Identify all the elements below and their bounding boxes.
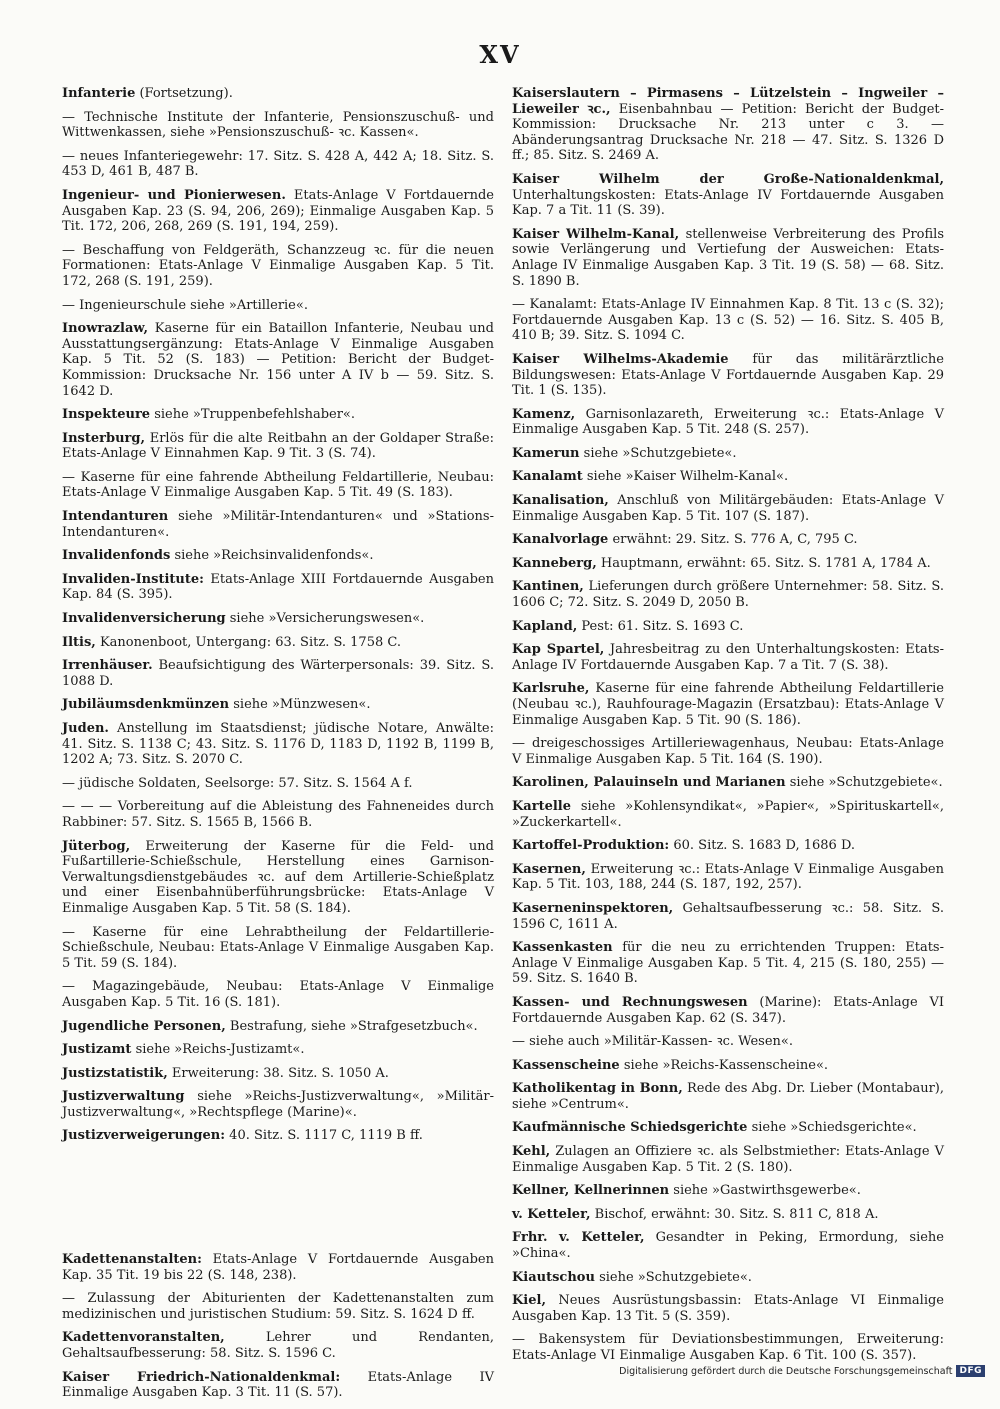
index-entry [512, 940, 944, 987]
entry-text: Lieferungen durch größere Unternehmer: 58. Sitz. S. 1606 C; 72. Sitz. S. 2049 D, 2050 B. [512, 579, 944, 611]
entry-text: 60. Sitz. S. 1683 D, 1686 D. [669, 838, 856, 854]
entry-keyword: Kaiser Wilhelm-Kanal, [512, 226, 680, 242]
index-entry [512, 1230, 944, 1261]
index-entry [62, 470, 494, 501]
entry-keyword: Kiautschou [512, 1269, 595, 1285]
index-entry [62, 321, 494, 399]
entry-text: (Fortsetzung). [135, 86, 233, 101]
index-entry [512, 681, 944, 728]
entry-keyword: Kasernen, [512, 861, 586, 877]
index-entry [62, 1291, 494, 1322]
index-entry [62, 243, 494, 290]
index-entry [62, 86, 494, 102]
entry-text: Eisenbahnbau — Petition: Bericht der Budget-Kommission: Drucksache Nr. 213 unter c 3. — Abänderungsantrag Drucksache Nr. 218 — 47. Sitz. S. 1326 D ff.; 85. Sitz. S. 2469 A. [512, 101, 945, 164]
entry-keyword: Kassen- und Rechnungswesen [512, 994, 748, 1010]
entry-text: Garnisonlazareth, Erweiterung ꝛc.: Etats-Anlage V Einmalige Ausgaben Kap. 5 Tit. 248 (S. 257). [512, 406, 944, 438]
section-gap [62, 1152, 494, 1252]
entry-text: Etats-Anlage V Fortdauernde Ausgaben Kap. 23 (S. 94, 206, 269); Einmalige Ausgaben Kap. 5 Tit. 172, 206, 268, 269 (S. 191, 194, 259). [62, 187, 494, 235]
entry-keyword: Jugendliche Personen, [62, 1018, 226, 1034]
entry-text: siehe »Versicherungswesen«. [225, 611, 425, 627]
dfg-logo: DFG [956, 1365, 985, 1377]
right-index-entries [512, 86, 944, 1364]
entry-keyword: Kaiser Wilhelms-Akademie [512, 351, 729, 367]
entry-text: Erweiterung ꝛc.: Etats-Anlage V Einmalige Ausgaben Kap. 5 Tit. 103, 188, 244 (S. 187, 192, 257). [512, 861, 944, 893]
index-entry [62, 110, 494, 141]
entry-keyword: Inspekteure [62, 407, 151, 423]
entry-text: siehe »Truppenbefehlshaber«. [150, 407, 356, 423]
entry-text: siehe »Reichs-Justizverwaltung«, »Militär-Justizverwaltung«, »Rechtspflege (Marine)«. [62, 1089, 494, 1120]
index-entry [62, 1370, 494, 1401]
entry-text: — Kanalamt: Etats-Anlage IV Einnahmen Kap. 8 Tit. 13 c (S. 32); Fortdauernde Ausgaben Kap. 13 c (S. 52) — 16. Sitz. S. 405 B, 410 B; 39. Sitz. S. 1094 C. [512, 297, 944, 344]
entry-keyword: Kantinen, [512, 579, 584, 595]
index-entry [512, 1207, 944, 1223]
entry-keyword: Iltis, [62, 634, 96, 650]
entry-text: siehe »Münzwesen«. [229, 697, 371, 713]
entry-keyword: Intendanturen [62, 509, 169, 525]
entry-text: siehe »Reichs-Kassenscheine«. [619, 1057, 829, 1073]
entry-text: Bischof, erwähnt: 30. Sitz. S. 811 C, 818 A. [590, 1206, 879, 1222]
entry-keyword: Kapland, [512, 618, 578, 634]
index-entry [512, 642, 944, 673]
index-entry [512, 297, 944, 344]
entry-keyword: Jubiläumsdenkmünzen [62, 697, 230, 713]
index-entry [62, 611, 494, 627]
entry-text: siehe »Reichs-Justizamt«. [131, 1042, 305, 1058]
index-entry [512, 1270, 944, 1286]
left-index-entries [62, 86, 494, 1144]
entry-text: Erweiterung der Kaserne für die Feld- und Fußartillerie-Schießschule, Herstellung eines Garnison-Verwaltungsdienstgebäudes ꝛc. auf dem Artillerie-Schießplatz und einer Eisenbahnüberführungsbrücke: Etats-Anlage V Einmalige Ausgaben Kap. 5 Tit. 58 (S. 184). [62, 838, 494, 916]
entry-text: siehe »Militär-Intendanturen« und »Stations-Intendanturen«. [62, 509, 494, 540]
index-entry [62, 776, 494, 792]
entry-text: Zulagen an Offiziere ꝛc. als Selbstmiether: Etats-Anlage V Einmalige Ausgaben Kap. 5 Tit. 2 (S. 180). [512, 1144, 944, 1175]
index-entry [512, 172, 944, 219]
index-entry [62, 431, 494, 462]
entry-keyword: Insterburg, [62, 430, 145, 446]
index-entry [512, 352, 944, 399]
entry-text: (Marine): Etats-Anlage VI Fortdauernde Ausgaben Kap. 62 (S. 347). [512, 994, 944, 1026]
entry-text: Gehaltsaufbesserung ꝛc.: 58. Sitz. S. 1596 C, 1611 A. [512, 900, 944, 932]
entry-keyword: Kartoffel-Produktion: [512, 838, 670, 854]
footer-text: Digitalisierung gefördert durch die Deutsche Forschungsgemeinschaft [619, 1365, 953, 1377]
entry-text: Hauptmann, erwähnt: 65. Sitz. S. 1781 A, 1784 A. [596, 555, 931, 571]
entry-text: Gesandter in Peking, Ermordung, siehe »China«. [512, 1230, 944, 1262]
index-entry [512, 1183, 944, 1199]
entry-keyword: Kiel, [512, 1293, 546, 1309]
entry-text: — neues Infanteriegewehr: 17. Sitz. S. 428 A, 442 A; 18. Sitz. S. 453 D, 461 B, 487 B. [62, 148, 494, 180]
index-entry [62, 1066, 494, 1082]
entry-keyword: Kamerun [512, 445, 580, 461]
entry-keyword: Kap Spartel, [512, 642, 605, 658]
index-entry [512, 1081, 944, 1112]
index-entry [62, 1128, 494, 1144]
entry-text: — jüdische Soldaten, Seelsorge: 57. Sitz. S. 1564 A f. [62, 775, 413, 791]
entry-text: Unterhaltungskosten: Etats-Anlage IV Fortdauernde Ausgaben Kap. 7 a Tit. 11 (S. 39). [512, 187, 944, 219]
entry-text: Rede des Abg. Dr. Lieber (Montabaur), siehe »Centrum«. [512, 1081, 944, 1112]
index-entry [62, 509, 494, 540]
index-entry [512, 532, 944, 548]
entry-text: Etats-Anlage XIII Fortdauernde Ausgaben Kap. 84 (S. 395). [62, 571, 494, 603]
entry-text: Neues Ausrüstungsbassin: Etats-Anlage VI Einmalige Ausgaben Kap. 13 Tit. 5 (S. 359). [512, 1293, 944, 1324]
entry-text: erwähnt: 29. Sitz. S. 776 A, C, 795 C. [608, 532, 858, 548]
index-entry [62, 548, 494, 564]
entry-keyword: Frhr. v. Ketteler, [512, 1230, 645, 1246]
index-entry [512, 1144, 944, 1175]
digitization-footer [600, 1364, 985, 1378]
entry-text: — siehe auch »Militär-Kassen- ꝛc. Wesen«. [512, 1034, 794, 1050]
entry-keyword: Karolinen, Palauinseln und Marianen [512, 775, 786, 791]
entry-text: siehe »Gastwirthsgewerbe«. [669, 1183, 861, 1199]
index-entry [62, 721, 494, 768]
index-entry [512, 556, 944, 572]
entry-keyword: Kehl, [512, 1144, 551, 1160]
index-entry [62, 839, 494, 917]
entry-keyword: Invaliden-Institute: [62, 571, 204, 587]
index-entry [62, 697, 494, 713]
index-entry [62, 188, 494, 235]
index-entry [512, 736, 944, 767]
entry-keyword: Kellner, Kellnerinnen [512, 1183, 670, 1199]
index-entry [512, 799, 944, 830]
entry-text: siehe »Reichsinvalidenfonds«. [170, 548, 374, 564]
index-entry [62, 1042, 494, 1058]
index-entry [62, 658, 494, 689]
entry-text: siehe »Schutzgebiete«. [594, 1269, 752, 1285]
page-number: XV [479, 40, 521, 69]
entry-keyword: Invalidenfonds [62, 548, 171, 564]
entry-text: — Bakensystem für Deviationsbestimmungen, Erweiterung: Etats-Anlage VI Einmalige Ausgaben Kap. 6 Tit. 100 (S. 357). [512, 1332, 944, 1363]
index-entry [512, 1120, 944, 1136]
entry-keyword: Kanneberg, [512, 555, 597, 571]
index-entry [512, 493, 944, 524]
entry-keyword: Juden. [62, 721, 109, 736]
index-entry [62, 799, 494, 830]
index-entry [512, 1058, 944, 1074]
index-entry [512, 619, 944, 635]
entry-text: — Zulassung der Abiturienten der Kadettenanstalten zum medizinischen und juristischen Studium: 59. Sitz. S. 1624 D ff. [62, 1291, 494, 1322]
entry-keyword: Kaserneninspektoren, [512, 900, 674, 916]
entry-keyword: Kadettenvoranstalten, [62, 1330, 225, 1346]
entry-text: siehe »Schiedsgerichte«. [747, 1120, 917, 1136]
left-index-entries-k [62, 1252, 494, 1401]
index-entry [512, 446, 944, 462]
index-entry [512, 901, 944, 932]
entry-text: Kaserne für ein Bataillon Infanterie, Neubau und Ausstattungsergänzung: Etats-Anlage V Einmalige Ausgaben Kap. 5 Tit. 52 (S. 183) — Petition: Bericht der Budget-Kommission: Drucksache Nr. 156 unter A IV b — 59. Sitz. S. 1642 D. [62, 321, 494, 399]
entry-keyword: Kamenz, [512, 406, 576, 422]
index-entry [512, 1332, 944, 1363]
entry-keyword: Kanalisation, [512, 493, 609, 509]
index-entry [512, 469, 944, 485]
entry-keyword: Jüterbog, [62, 838, 131, 854]
entry-text: Bestrafung, siehe »Strafgesetzbuch«. [225, 1018, 478, 1034]
entry-text: Kanonenboot, Untergang: 63. Sitz. S. 1758 C. [95, 634, 401, 650]
entry-keyword: Kartelle [512, 798, 571, 814]
entry-keyword: Justizamt [62, 1042, 132, 1058]
index-entry [62, 979, 494, 1010]
index-entry [62, 1019, 494, 1035]
entry-text: siehe »Kohlensyndikat«, »Papier«, »Spirituskartell«, »Zuckerkartell«. [512, 798, 944, 830]
entry-keyword: Infanterie [62, 86, 136, 101]
entry-text: — Kaserne für eine fahrende Abtheilung Feldartillerie, Neubau: Etats-Anlage V Einmalige Ausgaben Kap. 5 Tit. 49 (S. 183). [62, 469, 494, 501]
entry-keyword: v. Ketteler, [512, 1206, 591, 1222]
index-entry [512, 862, 944, 893]
entry-text: Erweiterung: 38. Sitz. S. 1050 A. [167, 1065, 389, 1081]
entry-text: Etats-Anlage V Fortdauernde Ausgaben Kap. 35 Tit. 19 bis 22 (S. 148, 238). [62, 1252, 494, 1283]
entry-text: für das militärärztliche Bildungswesen: Etats-Anlage V Fortdauernde Ausgaben Kap. 29 Tit. 1 (S. 135). [512, 351, 944, 399]
entry-text: für die neu zu errichtenden Truppen: Etats-Anlage V Einmalige Ausgaben Kap. 5 Tit. 4, 215 (S. 180, 255) — 59. Sitz. S. 1640 B. [512, 940, 944, 987]
entry-text: Etats-Anlage IV Einmalige Ausgaben Kap. 3 Tit. 11 (S. 57). [62, 1369, 494, 1401]
index-entry [512, 1034, 944, 1050]
entry-keyword: Kaiser Wilhelm der Große-Nationaldenkmal, [512, 171, 944, 187]
entry-keyword: Kanalamt [512, 469, 583, 485]
index-entry [512, 407, 944, 438]
entry-keyword: Kanalvorlage [512, 532, 609, 548]
index-entry [62, 635, 494, 651]
index-entry [62, 1089, 494, 1120]
index-entry [512, 579, 944, 610]
entry-text: Beaufsichtigung des Wärterpersonals: 39. Sitz. S. 1088 D. [62, 658, 494, 689]
entry-text: Kaserne für eine fahrende Abtheilung Feldartillerie (Neubau ꝛc.), Rauhfourage-Magazin (Ersatzbau): Etats-Anlage V Einmalige Ausgaben Kap. 5 Tit. 90 (S. 186). [512, 681, 944, 728]
entry-keyword: Justizverwaltung [62, 1089, 185, 1105]
right-column [512, 86, 944, 1372]
index-entry [512, 995, 944, 1026]
entry-text: 40. Sitz. S. 1117 C, 1119 B ff. [225, 1128, 423, 1144]
entry-keyword: Kaiserslautern – Pirmasens – Lützelstein – Ingweiler – Lieweiler ꝛc., [512, 86, 944, 117]
index-entry [62, 149, 494, 180]
index-entry [512, 838, 944, 854]
entry-text: Pest: 61. Sitz. S. 1693 C. [577, 618, 744, 634]
entry-keyword: Justizverweigerungen: [62, 1128, 226, 1144]
index-entry [62, 298, 494, 314]
entry-text: — Beschaffung von Feldgeräth, Schanzzeug ꝛc. für die neuen Formationen: Etats-Anlage V Einmalige Ausgaben Kap. 5 Tit. 172, 268 (S. 191, 259). [62, 242, 494, 289]
entry-keyword: Ingenieur- und Pionierwesen. [62, 187, 286, 203]
entry-text: Anstellung im Staatsdienst; jüdische Notare, Anwälte: 41. Sitz. S. 1138 C; 43. Sitz. S. 1176 D, 1183 D, 1192 B, 1199 B, 1202 A; 73. Sitz. S. 2070 C. [62, 721, 494, 768]
entry-keyword: Kassenscheine [512, 1057, 620, 1073]
entry-keyword: Kadettenanstalten: [62, 1252, 202, 1268]
entry-keyword: Kaufmännische Schiedsgerichte [512, 1120, 748, 1136]
index-entry [512, 1293, 944, 1324]
index-entry [62, 1252, 494, 1283]
entry-text: — Ingenieurschule siehe »Artillerie«. [62, 297, 308, 313]
entry-keyword: Karlsruhe, [512, 681, 590, 697]
entry-keyword: Inowrazlaw, [62, 321, 149, 337]
entry-text: Erlös für die alte Reitbahn an der Goldaper Straße: Etats-Anlage V Einnahmen Kap. 9 Tit. 3 (S. 74). [62, 430, 494, 462]
left-column [62, 86, 494, 1409]
entry-text: stellenweise Verbreiterung des Profils sowie Verlängerung und Vertiefung der Ausweichen: Etats-Anlage IV Einmalige Ausgaben Kap. 3 Tit. 19 (S. 58) — 68. Sitz. S. 1890 B. [512, 226, 945, 289]
entry-text: — Kaserne für eine Lehrabtheilung der Feldartillerie-Schießschule, Neubau: Etats-Anlage V Einmalige Ausgaben Kap. 5 Tit. 59 (S. 184). [62, 924, 494, 971]
entry-text: — dreigeschossiges Artilleriewagenhaus, Neubau: Etats-Anlage V Einmalige Ausgaben Kap. 5 Tit. 164 (S. 190). [512, 736, 944, 767]
entry-keyword: Kassenkasten [512, 940, 613, 956]
entry-keyword: Invalidenversicherung [62, 611, 226, 627]
index-entry [62, 1330, 494, 1361]
index-entry [512, 227, 944, 289]
entry-text: Lehrer und Rendanten, Gehaltsaufbesserung: 58. Sitz. S. 1596 C. [62, 1330, 494, 1362]
entry-keyword: Katholikentag in Bonn, [512, 1081, 683, 1097]
index-entry [62, 407, 494, 423]
entry-text: siehe »Kaiser Wilhelm-Kanal«. [582, 469, 789, 485]
entry-keyword: Justizstatistik, [62, 1065, 168, 1081]
entry-text: siehe »Schutzgebiete«. [579, 445, 737, 461]
index-entry [512, 775, 944, 791]
index-entry [62, 925, 494, 972]
entry-keyword: Kaiser Friedrich-Nationaldenkmal: [62, 1369, 341, 1385]
entry-text: Anschluß von Militärgebäuden: Etats-Anlage V Einmalige Ausgaben Kap. 5 Tit. 107 (S. 187). [512, 493, 944, 524]
index-entry [512, 86, 944, 164]
entry-text: — Magazingebäude, Neubau: Etats-Anlage V Einmalige Ausgaben Kap. 5 Tit. 16 (S. 181). [62, 979, 494, 1010]
entry-keyword: Irrenhäuser. [62, 658, 153, 674]
entry-text: siehe »Schutzgebiete«. [785, 775, 943, 791]
entry-text: — Technische Institute der Infanterie, Pensionszuschuß- und Wittwenkassen, siehe »Pensionszuschuß- ꝛc. Kassen«. [62, 109, 494, 141]
entry-text: — — — Vorbereitung auf die Ableistung des Fahneneides durch Rabbiner: 57. Sitz. S. 1565 B, 1566 B. [62, 799, 494, 830]
index-entry [62, 572, 494, 603]
entry-text: Jahresbeitrag zu den Unterhaltungskosten: Etats-Anlage IV Fortdauernde Ausgaben Kap. 7 a Tit. 7 (S. 38). [512, 642, 944, 673]
